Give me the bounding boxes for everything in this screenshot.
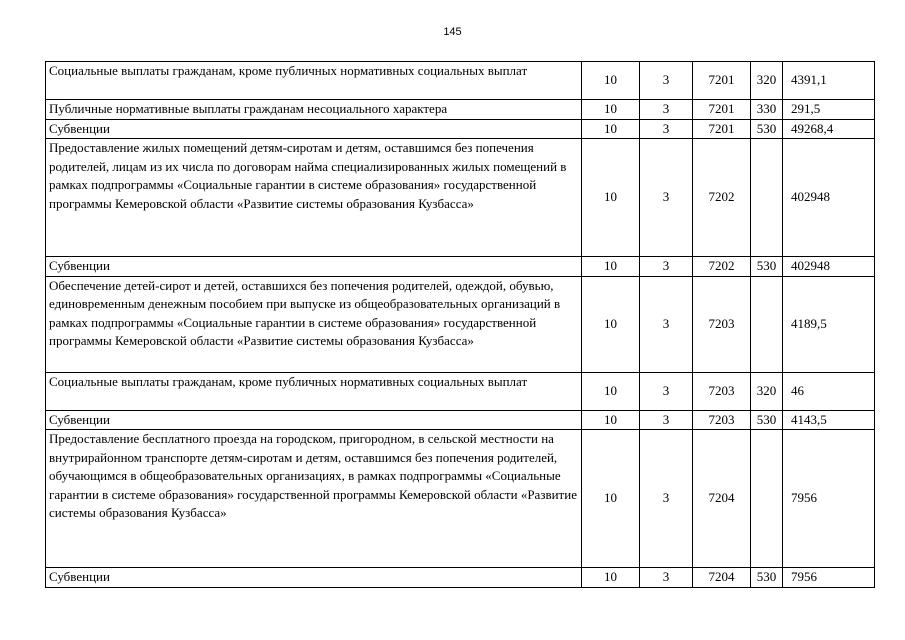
section-code: 10	[582, 62, 640, 100]
row-description: Предоставление жилых помещений детям-сиротам и детям, оставшимся без попечения родителей, лицам из их числа по договорам найма специализированных жилых помещений в рамках подпрограммы «Социальные гарантии в системе образования» государственной программы Кемеровской области «Развитие системы образования Кузбасса»	[46, 139, 582, 257]
subsection-code: 3	[640, 410, 693, 430]
amount: 4143,5	[783, 410, 875, 430]
section-code: 10	[582, 410, 640, 430]
amount: 49268,4	[783, 119, 875, 139]
row-description: Социальные выплаты гражданам, кроме публичных нормативных социальных выплат	[46, 372, 582, 410]
expense-type-code: 330	[751, 100, 783, 120]
target-article-code: 7202	[693, 139, 751, 257]
amount: 291,5	[783, 100, 875, 120]
subsection-code: 3	[640, 100, 693, 120]
table-row	[46, 119, 875, 139]
section-code: 10	[582, 139, 640, 257]
section-code: 10	[582, 568, 640, 588]
section-code: 10	[582, 276, 640, 372]
amount: 7956	[783, 568, 875, 588]
target-article-code: 7201	[693, 119, 751, 139]
row-description: Социальные выплаты гражданам, кроме публичных нормативных социальных выплат	[46, 62, 582, 100]
amount: 46	[783, 372, 875, 410]
subsection-code: 3	[640, 568, 693, 588]
amount: 402948	[783, 257, 875, 277]
table-row	[46, 62, 875, 100]
expense-type-code: 530	[751, 257, 783, 277]
table-row	[46, 568, 875, 588]
subsection-code: 3	[640, 257, 693, 277]
amount: 4189,5	[783, 276, 875, 372]
page-number: 145	[443, 26, 462, 38]
target-article-code: 7201	[693, 62, 751, 100]
expense-type-code: 320	[751, 372, 783, 410]
row-description: Публичные нормативные выплаты гражданам несоциального характера	[46, 100, 582, 120]
row-description: Субвенции	[46, 257, 582, 277]
table-row	[46, 276, 875, 372]
amount: 402948	[783, 139, 875, 257]
target-article-code: 7203	[693, 276, 751, 372]
target-article-code: 7202	[693, 257, 751, 277]
expense-type-code: 320	[751, 62, 783, 100]
amount: 7956	[783, 430, 875, 568]
target-article-code: 7204	[693, 568, 751, 588]
section-code: 10	[582, 372, 640, 410]
table-row	[46, 372, 875, 410]
expense-type-code: 530	[751, 568, 783, 588]
expense-type-code	[751, 276, 783, 372]
row-description: Субвенции	[46, 119, 582, 139]
subsection-code: 3	[640, 430, 693, 568]
subsection-code: 3	[640, 139, 693, 257]
subsection-code: 3	[640, 372, 693, 410]
expense-type-code: 530	[751, 410, 783, 430]
expense-type-code	[751, 430, 783, 568]
subsection-code: 3	[640, 119, 693, 139]
table-row	[46, 100, 875, 120]
row-description: Обеспечение детей-сирот и детей, оставшихся без попечения родителей, одеждой, обувью, единовременным денежным пособием при выпуске из общеобразовательных организаций в рамках подпрограммы «Социальные гарантии в системе образования» государственной программы Кемеровской области «Развитие системы образования Кузбасса»	[46, 276, 582, 372]
table-row	[46, 139, 875, 257]
subsection-code: 3	[640, 62, 693, 100]
row-description: Субвенции	[46, 410, 582, 430]
section-code: 10	[582, 257, 640, 277]
amount: 4391,1	[783, 62, 875, 100]
row-description: Предоставление бесплатного проезда на городском, пригородном, в сельской местности на внутрирайонном транспорте детям-сиротам и детям, оставшимся без попечения родителей, обучающимся в общеобразовательных организациях, в рамках подпрограммы «Социальные гарантии в системе образования» государственной программы Кемеровской области «Развитие системы образования Кузбасса»	[46, 430, 582, 568]
expense-type-code	[751, 139, 783, 257]
target-article-code: 7201	[693, 100, 751, 120]
target-article-code: 7203	[693, 410, 751, 430]
section-code: 10	[582, 430, 640, 568]
budget-table	[45, 61, 875, 588]
table-row	[46, 410, 875, 430]
subsection-code: 3	[640, 276, 693, 372]
target-article-code: 7204	[693, 430, 751, 568]
table-row	[46, 257, 875, 277]
target-article-code: 7203	[693, 372, 751, 410]
row-description: Субвенции	[46, 568, 582, 588]
section-code: 10	[582, 100, 640, 120]
section-code: 10	[582, 119, 640, 139]
table-row	[46, 430, 875, 568]
expense-type-code: 530	[751, 119, 783, 139]
